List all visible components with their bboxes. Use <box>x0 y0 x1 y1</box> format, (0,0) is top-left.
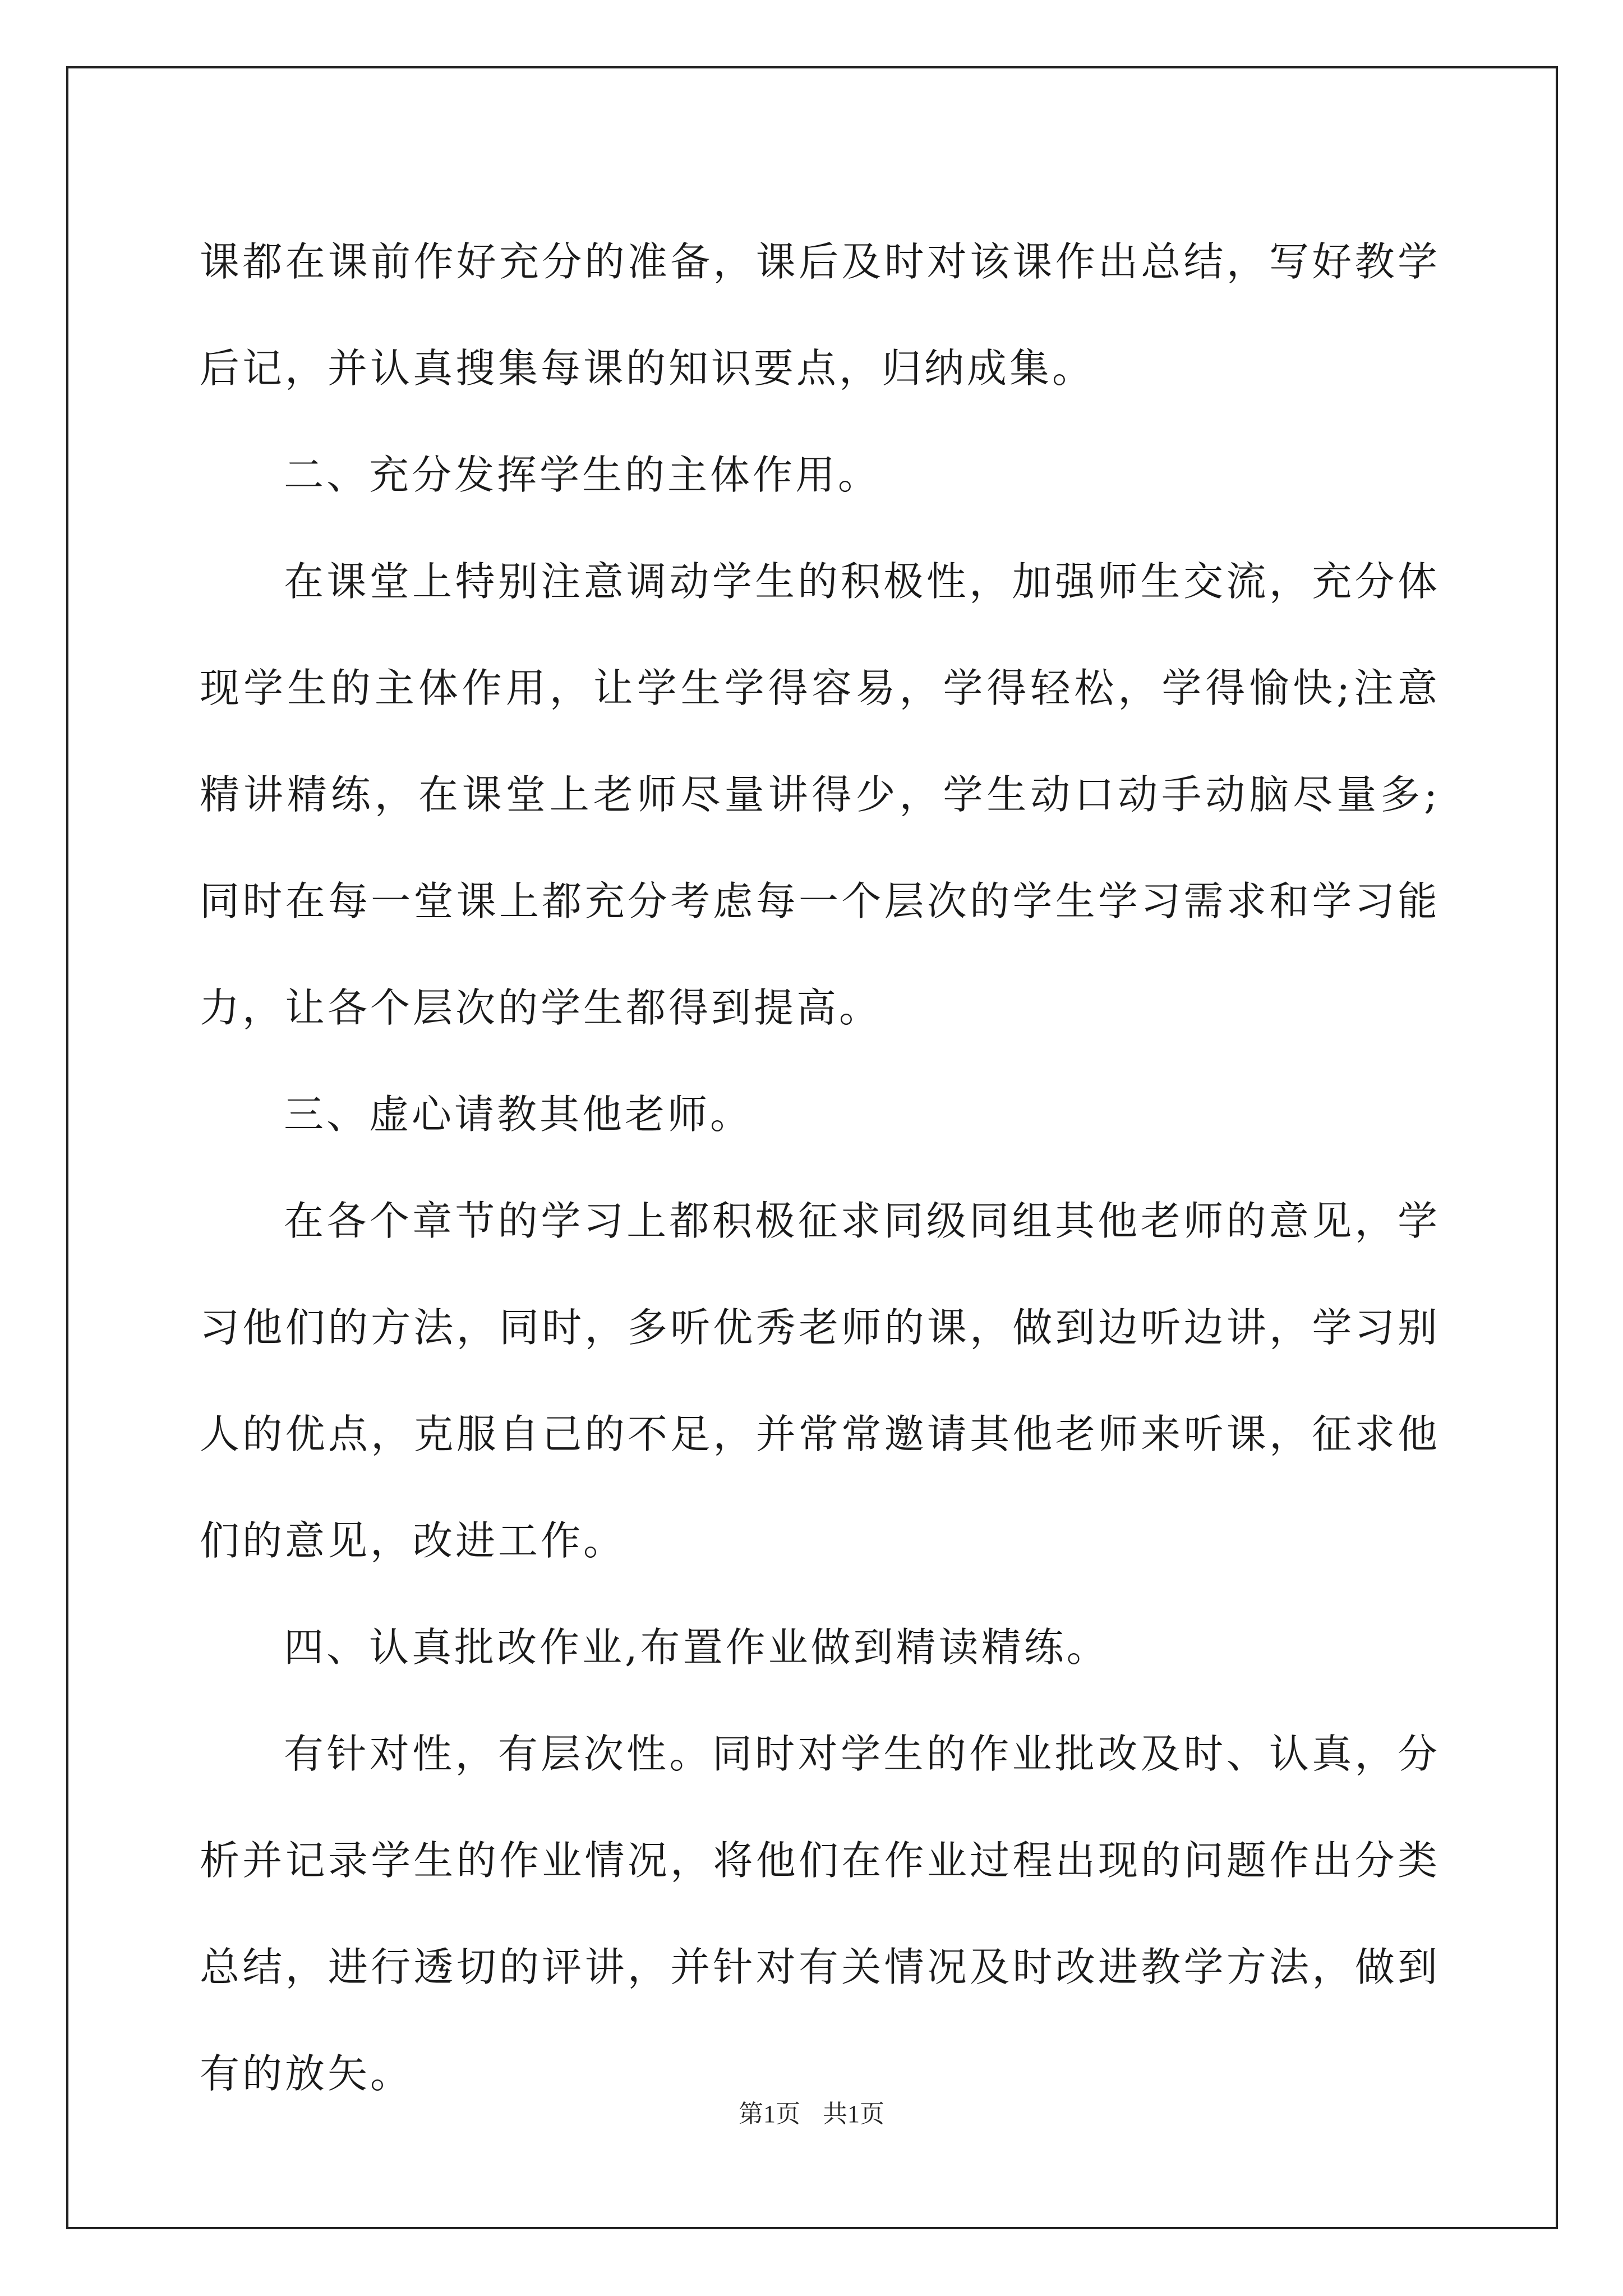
paragraph-consult-teachers: 在各个章节的学习上都积极征求同级同组其他老师的意见，学习他们的方法，同时，多听优秀老师的课，做到边听边讲，学习别人的优点，克服自己的不足，并常常邀请其他老师来听课，征求他们的意见，改进工作。 <box>200 1198 1440 1564</box>
page-number: 第1页 <box>739 2100 800 2128</box>
paragraph-continuation: 课都在课前作好充分的准备，课后及时对该课作出总结，写好教学后记，并认真搜集每课的知识要点，归纳成集。 <box>200 238 1440 392</box>
document-body <box>200 209 1440 2127</box>
section-heading-2: 二、充分发挥学生的主体作用。 <box>284 452 881 498</box>
section-heading-3: 三、虚心请教其他老师。 <box>284 1091 753 1138</box>
paragraph-homework: 有针对性，有层次性。同时对学生的作业批改及时、认真，分析并记录学生的作业情况，将他们在作业过程出现的问题作出分类总结，进行透切的评讲，并针对有关情况及时改进教学方法，做到有的放矢。 <box>200 1731 1440 2097</box>
section-heading-4: 四、认真批改作业,布置作业做到精读精练。 <box>284 1624 1109 1671</box>
paragraph-student-role: 在课堂上特别注意调动学生的积极性，加强师生交流，充分体现学生的主体作用，让学生学得容易，学得轻松，学得愉快;注意精讲精练，在课堂上老师尽量讲得少，学生动口动手动脑尽量多;同时在每一堂课上都充分考虑每一个层次的学生学习需求和学习能力，让各个层次的学生都得到提高。 <box>200 558 1440 1031</box>
page-footer <box>0 2093 1623 2129</box>
page-total: 共1页 <box>823 2100 884 2128</box>
